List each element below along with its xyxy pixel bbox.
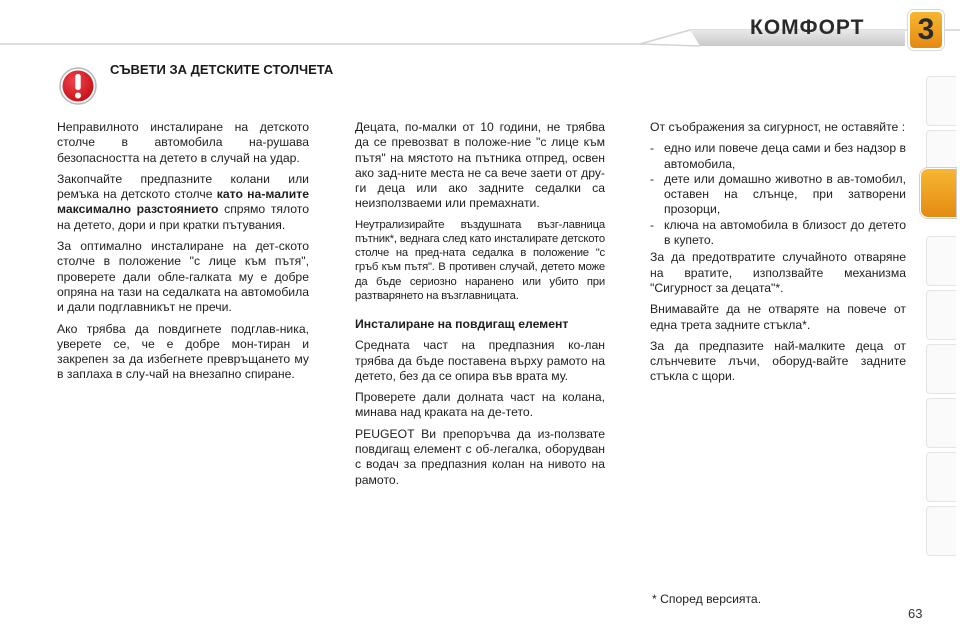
list-item: - едно или повече деца сами и без надзор в автомобила, <box>650 141 906 172</box>
chapter-tab[interactable] <box>926 76 956 126</box>
bullet-list <box>650 141 906 248</box>
bold-emphasis: като на-малите максимално разстоянието <box>57 187 309 217</box>
paragraph: Неутрализирайте въздушната възг-лавница пътник*, веднага след като инсталирате детското столче на пред-ната седалка в положение "с гръб към пътя". В противен случай, детето може да бъде сериозно наранено или убито при разтварянето на възглавницата. <box>355 218 605 302</box>
paragraph <box>57 172 309 233</box>
paragraph: Проверете дали долната част на колана, минава над краката на де-тето. <box>355 390 605 420</box>
paragraph: От съображения за сигурност, не оставяйте : <box>650 120 906 134</box>
section-title: СЪВЕТИ ЗА ДЕТСКИТЕ СТОЛЧЕТА <box>110 62 334 77</box>
exclamation-warning-icon <box>58 66 98 106</box>
paragraph: Децата, по-малки от 10 години, не трябва да се превозват в положе-ние "с лице към пътя" на мястото на пътника отпред, освен ако зад-ните места не са вече заети от дру-ги деца или ако задните седалки са неизползваеми или премахнати. <box>355 120 605 211</box>
chapter-tab[interactable] <box>926 344 956 394</box>
page-number: 63 <box>908 606 923 621</box>
list-item: - ключа на автомобила в близост до детето в купето. <box>650 218 906 249</box>
text-column-2 <box>355 120 605 494</box>
text-column-3 <box>650 120 906 391</box>
paragraph: За оптимално инсталиране на дет-ското столче в положение "с лице към пътя", проверете дали обле-галката му е добре опряна на тази на седалката на автомобила и дали подглавникът не пречи. <box>57 239 309 315</box>
chapter-tab[interactable] <box>926 236 956 286</box>
paragraph: Неправилното инсталиране на детското столче в автомобила на-рушава безопасността на детето в случай на удар. <box>57 120 309 165</box>
footnote: * Според версията. <box>652 592 762 606</box>
chapter-tabs <box>926 60 960 580</box>
paragraph: За да предотвратите случайното отваряне на вратите, използвайте механизма "Сигурност за децата"*. <box>650 250 906 295</box>
paragraph: PEUGEOT Ви препоръчва да из-ползвате повдигащ елемент с об-легалка, оборудван с водач за предпазния колан на нивото на рамото. <box>355 426 605 487</box>
list-item: - дете или домашно животно в ав-томобил, оставен на слънце, при затворени прозорци, <box>650 172 906 218</box>
chapter-tab[interactable] <box>926 290 956 340</box>
text-column-1 <box>57 120 309 389</box>
chapter-tab-active[interactable] <box>920 168 956 218</box>
paragraph: Ако трябва да повдигнете подглав-ника, уверете се, че е добре мон-тиран и закрепен за да избегнете превръщането му в заплаха в слу-чай на внезапно спиране. <box>57 321 309 382</box>
chapter-number-badge: 3 <box>908 10 944 50</box>
text-span: Закопчайте предпазните колани или ремъка на детското столче <box>57 171 309 202</box>
paragraph: Внимавайте да не отваряте на повече от една трета задните стъкла*. <box>650 302 906 332</box>
subheading: Инсталиране на повдигащ елемент <box>355 317 569 331</box>
text-span: спрямо тялото на детето, дори и при кратки пътувания. <box>57 202 309 232</box>
chapter-tab[interactable] <box>926 452 956 502</box>
paragraph: Средната част на предпазния ко-лан трябва да бъде поставена върху рамото на детето, без да се опира във врата му. <box>355 338 605 383</box>
chapter-tab[interactable] <box>926 506 956 556</box>
paragraph: За да предпазите най-малките деца от слънчевите лъчи, оборуд-вайте задните стъкла с щори. <box>650 338 906 384</box>
header-band <box>0 0 960 60</box>
chapter-tab[interactable] <box>926 398 956 448</box>
chapter-title: КОМФОРТ <box>750 16 865 39</box>
